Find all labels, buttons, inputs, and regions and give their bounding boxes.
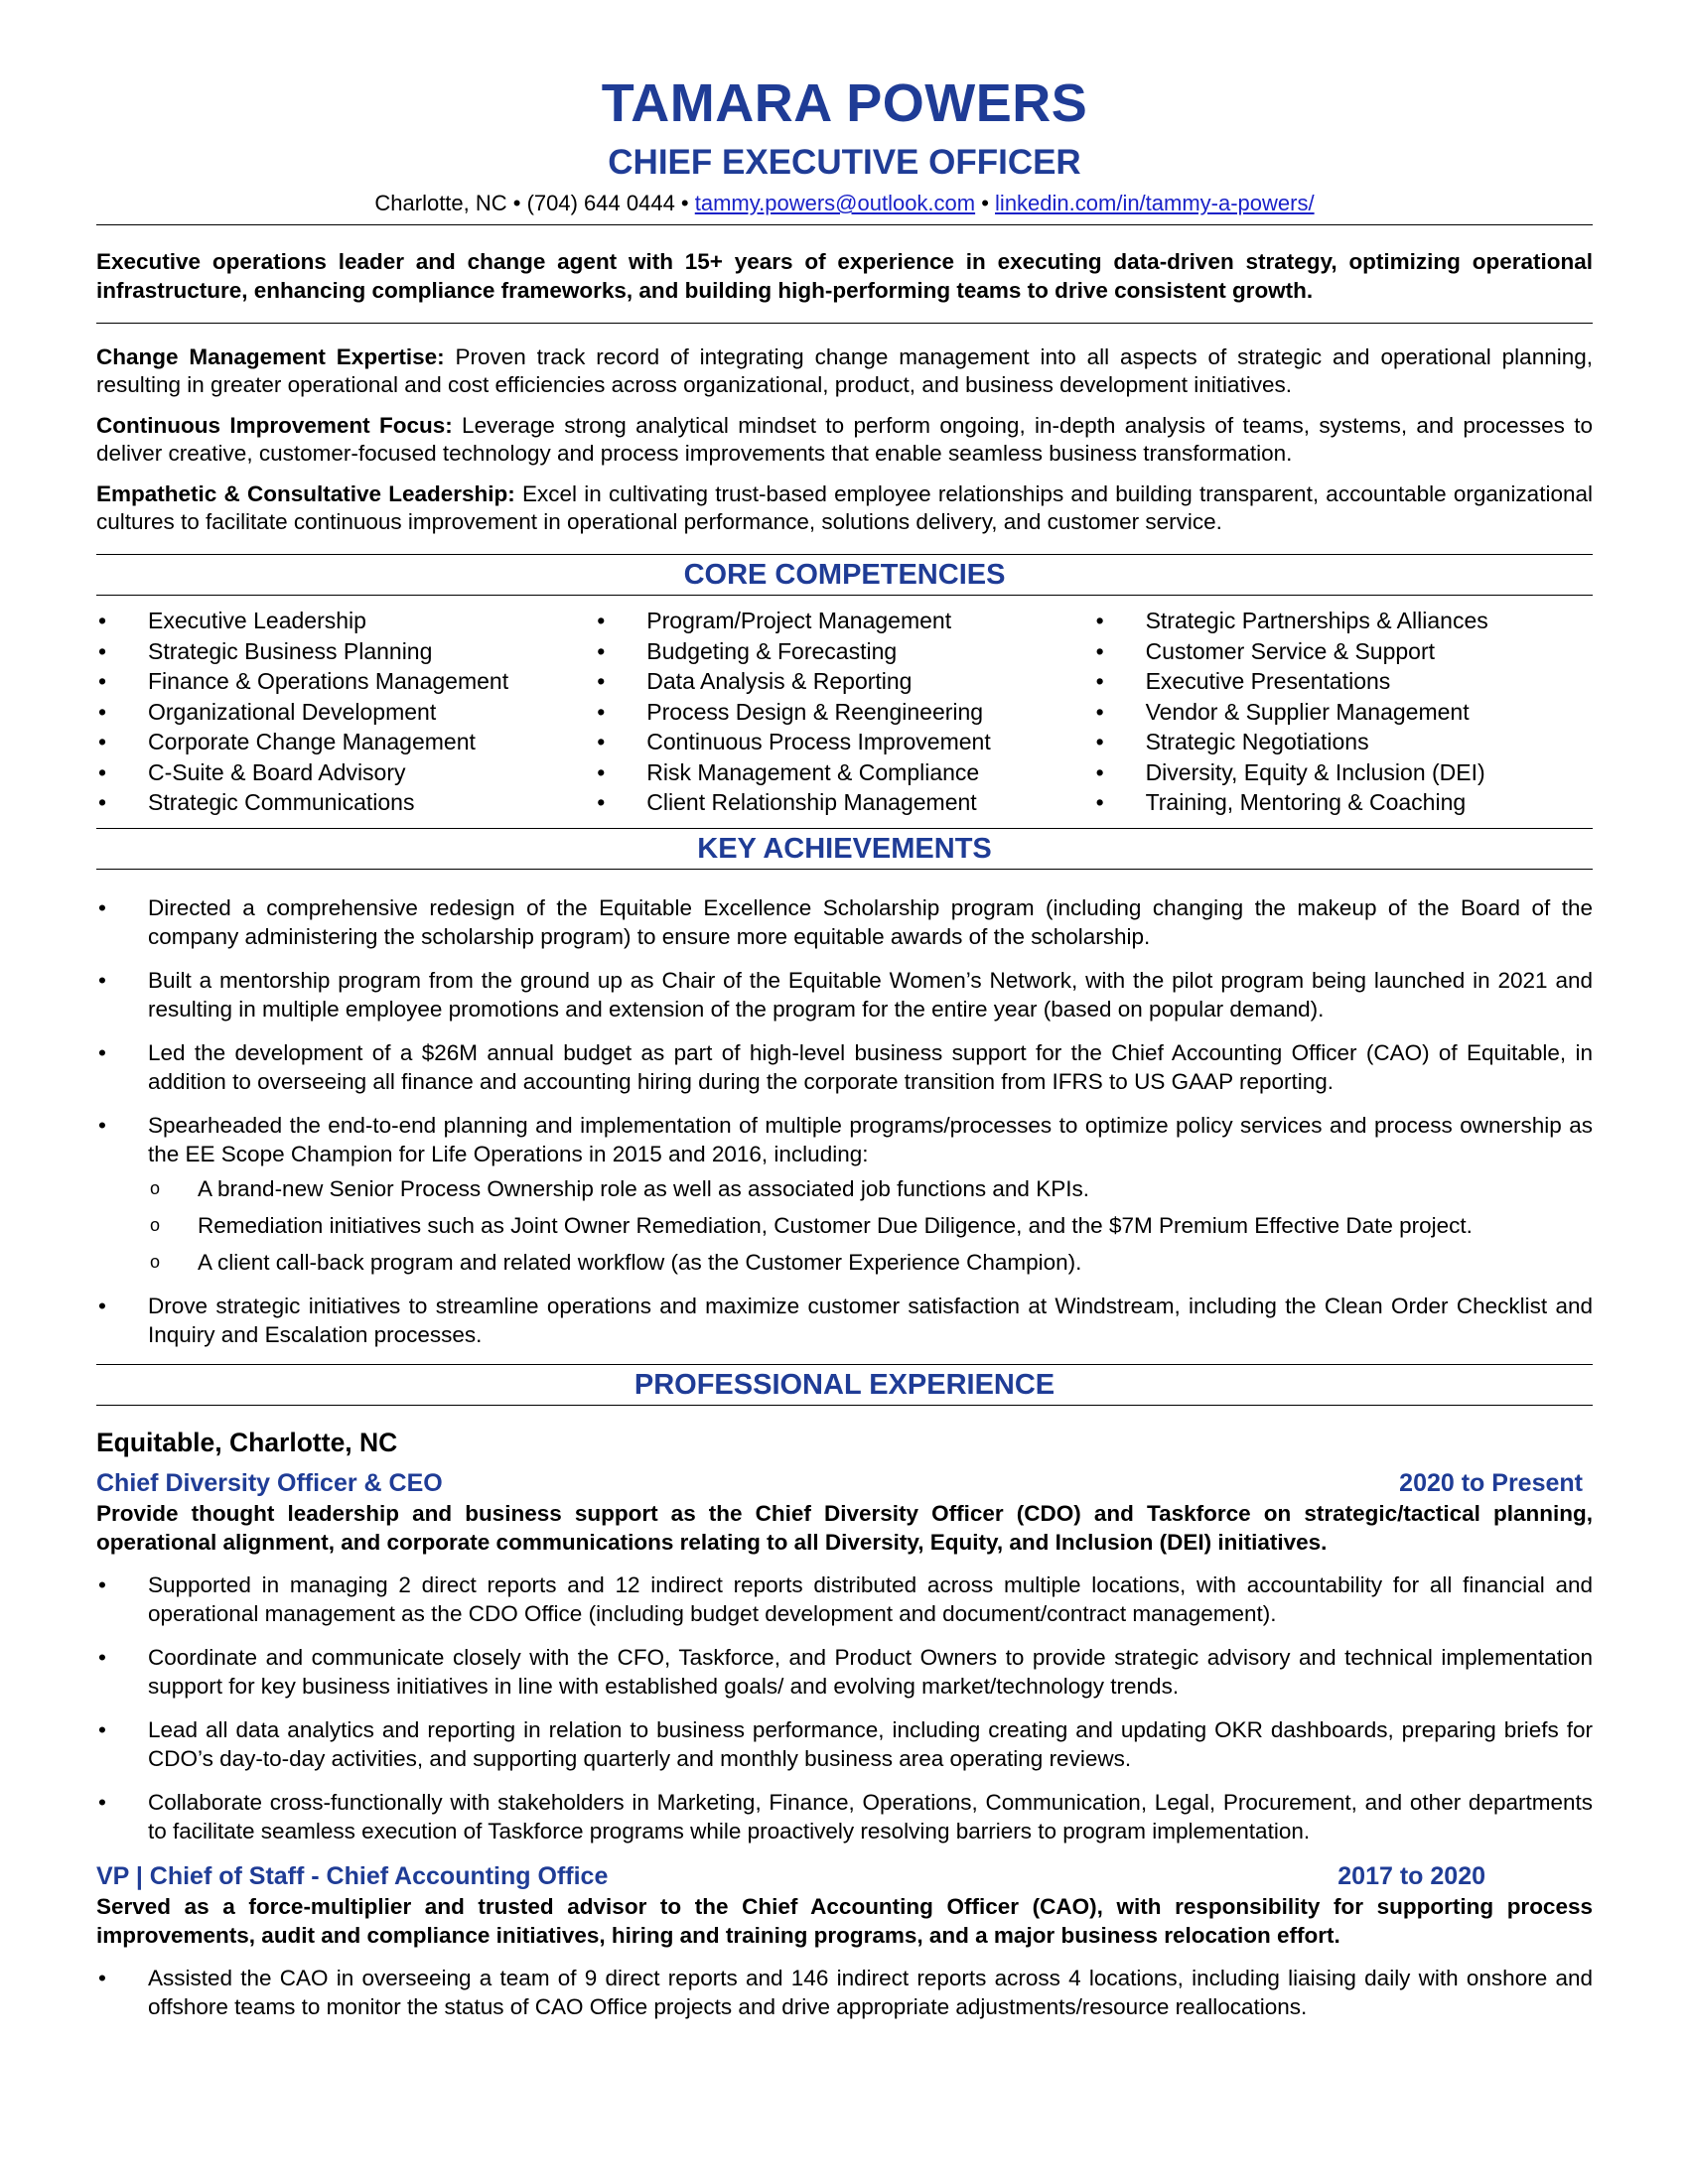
role-block bbox=[96, 1860, 1593, 2021]
role-bullets bbox=[96, 1964, 1593, 2021]
contact-separator: • bbox=[975, 191, 996, 215]
achievement-text: Spearheaded the end-to-end planning and implementation of multiple programs/processes to optimize policy services and process ownership as the EE Scope Champion for Life Operations in 2015 and 2016, including: bbox=[148, 1112, 1593, 1166]
achievement-sub-list bbox=[148, 1174, 1593, 1277]
competency-item: • Vendor & Supplier Management bbox=[1094, 697, 1593, 728]
competency-item: • Executive Leadership bbox=[96, 606, 595, 636]
expertise-section bbox=[96, 343, 1593, 536]
competencies-grid bbox=[96, 606, 1593, 818]
role-dates: 2020 to Present bbox=[1399, 1468, 1583, 1497]
expertise-lead: Continuous Improvement Focus: bbox=[96, 413, 453, 438]
role-title: VP | Chief of Staff - Chief Accounting Office bbox=[96, 1861, 609, 1890]
role-description: Provide thought leadership and business support as the Chief Diversity Officer (CDO) and Taskforce on strategic/tactical planning, operational alignment, and corporate communications relating to all Diversity, Equity, and Inclusion (DEI) initiatives. bbox=[96, 1500, 1593, 1555]
competency-item: • Strategic Negotiations bbox=[1094, 727, 1593, 757]
linkedin-link[interactable]: linkedin.com/in/tammy-a-powers/ bbox=[995, 191, 1315, 215]
competency-item: • C-Suite & Board Advisory bbox=[96, 757, 595, 788]
achievements-list bbox=[96, 893, 1593, 1349]
competency-item: • Client Relationship Management bbox=[595, 787, 1093, 818]
contact-line bbox=[96, 189, 1593, 218]
competency-item: • Budgeting & Forecasting bbox=[595, 636, 1093, 667]
role-dates: 2017 to 2020 bbox=[1337, 1861, 1485, 1890]
role-header bbox=[96, 1860, 1593, 1892]
summary-statement: Executive operations leader and change agent with 15+ years of experience in executing data-driven strategy, optimizing operational infrastructure, enhancing compliance frameworks, and building high-performing teams to drive consistent growth. bbox=[96, 249, 1593, 303]
competency-item: • Corporate Change Management bbox=[96, 727, 595, 757]
competency-item: • Data Analysis & Reporting bbox=[595, 666, 1093, 697]
role-block bbox=[96, 1467, 1593, 1845]
achievement-sub-item: o A brand-new Senior Process Ownership role as well as associated job functions and KPIs. bbox=[148, 1174, 1593, 1203]
achievement-item: • Directed a comprehensive redesign of the Equitable Excellence Scholarship program (including changing the makeup of the Board of the company administering the scholarship program) to ensure more equitable awards of the scholarship. bbox=[96, 893, 1593, 951]
professional-experience-heading: PROFESSIONAL EXPERIENCE bbox=[96, 1364, 1593, 1406]
role-bullet: • Collaborate cross-functionally with stakeholders in Marketing, Finance, Operations, Communication, Legal, Procurement, and other departments to facilitate seamless execution of Taskforce programs while proactively resolving barriers to program implementation. bbox=[96, 1788, 1593, 1845]
competency-item: • Strategic Partnerships & Alliances bbox=[1094, 606, 1593, 636]
achievement-item bbox=[96, 1111, 1593, 1277]
competency-item: • Customer Service & Support bbox=[1094, 636, 1593, 667]
role-bullet: • Supported in managing 2 direct reports and 12 indirect reports distributed across multiple locations, with accountability for all financial and operational management as the CDO Office (including budget development and document/contract management). bbox=[96, 1570, 1593, 1628]
role-header bbox=[96, 1467, 1593, 1499]
role-bullet: • Assisted the CAO in overseeing a team of 9 direct reports and 146 indirect reports across 4 locations, including liaising daily with onshore and offshore teams to monitor the status of CAO Office projects and drive appropriate adjustments/resource reallocations. bbox=[96, 1964, 1593, 2021]
competency-item: • Strategic Communications bbox=[96, 787, 595, 818]
email-link[interactable]: tammy.powers@outlook.com bbox=[694, 191, 976, 215]
competency-item: • Program/Project Management bbox=[595, 606, 1093, 636]
candidate-title: CHIEF EXECUTIVE OFFICER bbox=[608, 143, 1081, 182]
achievement-item: • Led the development of a $26M annual budget as part of high-level business support for the Chief Accounting Officer (CAO) of Equitable, in addition to overseeing all finance and accounting hiring during the corporate transition from IFRS to US GAAP reporting. bbox=[96, 1038, 1593, 1096]
achievement-sub-item: o A client call-back program and related workflow (as the Customer Experience Champion). bbox=[148, 1248, 1593, 1277]
candidate-name: TAMARA POWERS bbox=[601, 73, 1088, 133]
role-title: Chief Diversity Officer & CEO bbox=[96, 1468, 443, 1497]
competency-item: • Risk Management & Compliance bbox=[595, 757, 1093, 788]
key-achievements-heading: KEY ACHIEVEMENTS bbox=[96, 828, 1593, 870]
header-divider bbox=[96, 224, 1593, 225]
expertise-lead: Change Management Expertise: bbox=[96, 344, 445, 369]
competency-item: • Continuous Process Improvement bbox=[595, 727, 1093, 757]
expertise-paragraph bbox=[96, 343, 1593, 399]
competency-item: • Finance & Operations Management bbox=[96, 666, 595, 697]
competencies-column bbox=[595, 606, 1093, 818]
location-phone: Charlotte, NC • (704) 644 0444 • bbox=[374, 191, 695, 215]
achievement-item: • Drove strategic initiatives to streamline operations and maximize customer satisfaction at Windstream, including the Clean Order Checklist and Inquiry and Escalation processes. bbox=[96, 1292, 1593, 1349]
competency-item: • Diversity, Equity & Inclusion (DEI) bbox=[1094, 757, 1593, 788]
employer-name: Equitable, Charlotte, NC bbox=[96, 1427, 398, 1457]
expertise-lead: Empathetic & Consultative Leadership: bbox=[96, 481, 515, 506]
summary-divider bbox=[96, 323, 1593, 324]
role-bullet: • Lead all data analytics and reporting in relation to business performance, including creating and updating OKR dashboards, preparing briefs for CDO’s day-to-day activities, and supporting quarterly and monthly business area operating reviews. bbox=[96, 1715, 1593, 1773]
core-competencies-heading: CORE COMPETENCIES bbox=[96, 554, 1593, 596]
expertise-text: Excel in cultivating trust-based employee relationships and building transparent, accountable organizational cultures to facilitate continuous improvement in operational performance, solutions delivery, and customer service. bbox=[96, 481, 1593, 534]
achievement-item: • Built a mentorship program from the ground up as Chair of the Equitable Women’s Network, with the pilot program being launched in 2021 and resulting in multiple employee promotions and extension of the program for the entire year (based on popular demand). bbox=[96, 966, 1593, 1024]
expertise-text: Leverage strong analytical mindset to perform ongoing, in-depth analysis of teams, systems, and processes to deliver creative, customer-focused technology and process improvements that enable seamless business transformation. bbox=[96, 413, 1593, 466]
role-bullets bbox=[96, 1570, 1593, 1845]
competencies-column bbox=[96, 606, 595, 818]
role-bullet: • Coordinate and communicate closely with the CFO, Taskforce, and Product Owners to provide strategic advisory and technical implementation support for key business initiatives in line with established goals/ and evolving market/technology trends. bbox=[96, 1643, 1593, 1701]
expertise-paragraph bbox=[96, 412, 1593, 468]
expertise-paragraph bbox=[96, 480, 1593, 536]
competency-item: • Organizational Development bbox=[96, 697, 595, 728]
competency-item: • Training, Mentoring & Coaching bbox=[1094, 787, 1593, 818]
competencies-column bbox=[1094, 606, 1593, 818]
competency-item: • Strategic Business Planning bbox=[96, 636, 595, 667]
role-description: Served as a force-multiplier and trusted advisor to the Chief Accounting Officer (CAO), with responsibility for supporting process improvements, audit and compliance initiatives, hiring and training programs, and a major business relocation effort. bbox=[96, 1893, 1593, 1948]
competency-item: • Executive Presentations bbox=[1094, 666, 1593, 697]
competency-item: • Process Design & Reengineering bbox=[595, 697, 1093, 728]
achievement-sub-item: o Remediation initiatives such as Joint Owner Remediation, Customer Due Diligence, and the $7M Premium Effective Date project. bbox=[148, 1211, 1593, 1240]
expertise-text: Proven track record of integrating change management into all aspects of strategic and operational planning, resulting in greater operational and cost efficiencies across organizational, product, and business development initiatives. bbox=[96, 344, 1593, 397]
